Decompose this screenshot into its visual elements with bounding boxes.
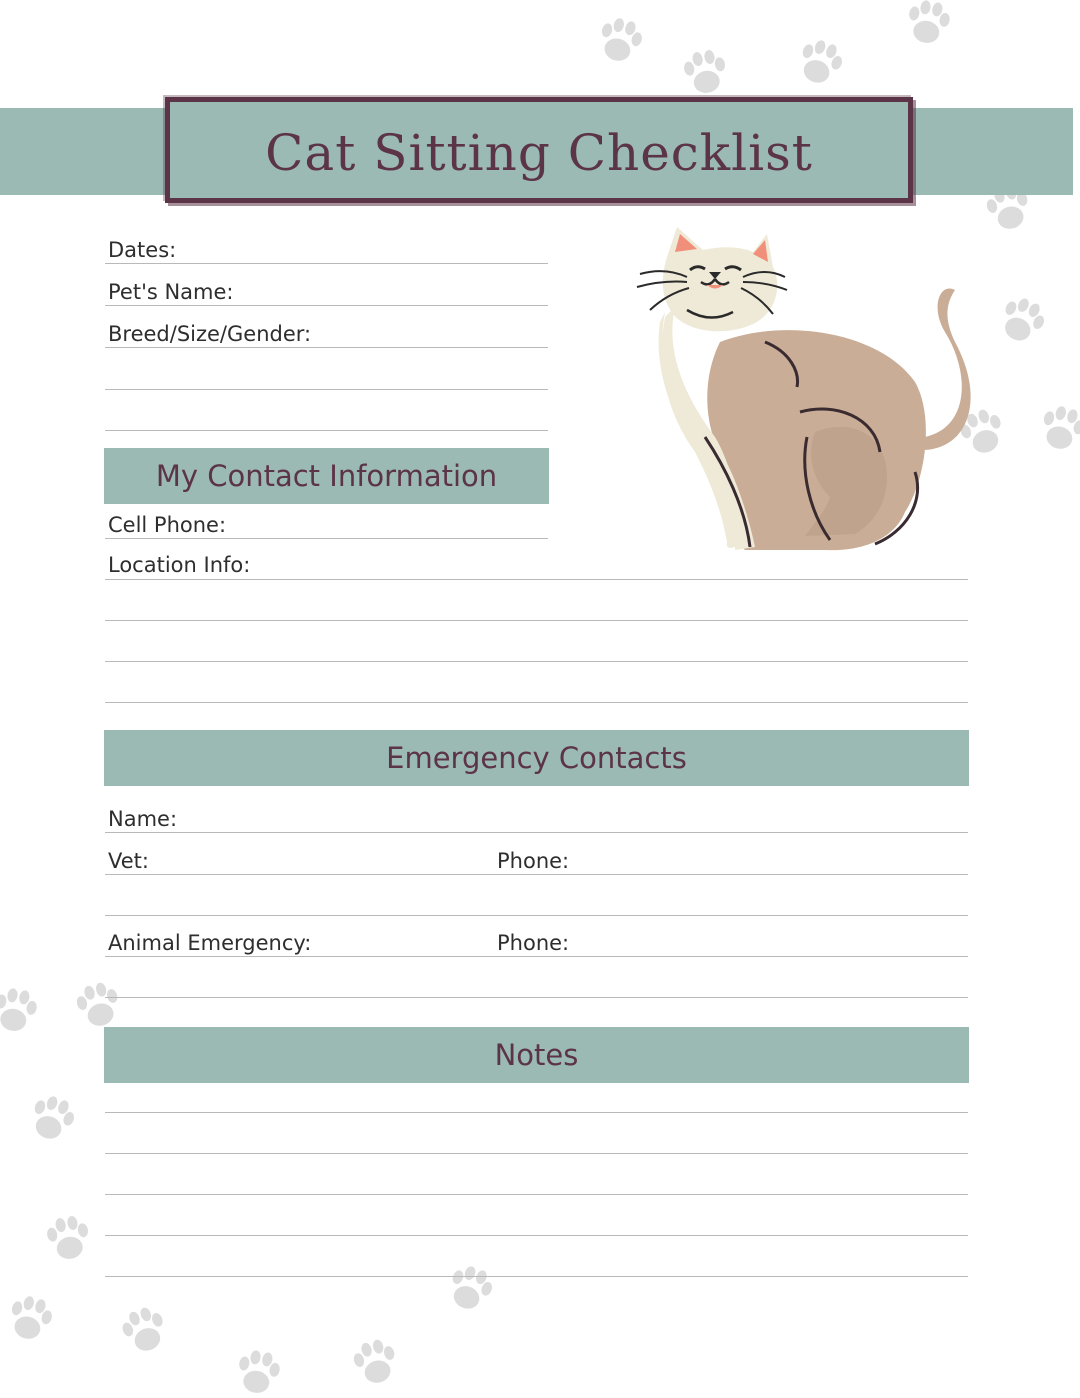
cat-illustration: [625, 222, 985, 562]
breed-label: Breed/Size/Gender:: [108, 322, 312, 346]
vet-label: Vet:: [108, 849, 149, 873]
notes-line-5[interactable]: [105, 1276, 968, 1277]
breed-line-extra-1[interactable]: [105, 389, 548, 390]
notes-line-3[interactable]: [105, 1194, 968, 1195]
dates-label: Dates:: [108, 238, 177, 262]
page-title: Cat Sitting Checklist: [265, 124, 813, 182]
vet-phone-label: Phone:: [497, 849, 570, 873]
title-frame: [165, 97, 913, 203]
location-line-extra-3[interactable]: [105, 702, 968, 703]
cell-phone-line[interactable]: [105, 538, 548, 539]
vet-line-extra[interactable]: [105, 915, 968, 916]
location-line[interactable]: [105, 579, 968, 580]
breed-line-extra-2[interactable]: [105, 430, 548, 431]
breed-line[interactable]: [105, 347, 548, 348]
notes-heading: Notes: [104, 1027, 969, 1083]
notes-line-4[interactable]: [105, 1235, 968, 1236]
contact-heading: My Contact Information: [104, 448, 549, 504]
pets-name-line[interactable]: [105, 305, 548, 306]
location-line-extra-2[interactable]: [105, 661, 968, 662]
notes-line-2[interactable]: [105, 1153, 968, 1154]
cell-phone-label: Cell Phone:: [108, 513, 227, 537]
emergency-name-line[interactable]: [105, 832, 968, 833]
animal-phone-label: Phone:: [497, 931, 570, 955]
notes-line-1[interactable]: [105, 1112, 968, 1113]
animal-emergency-line[interactable]: [105, 956, 968, 957]
vet-line[interactable]: [105, 874, 968, 875]
emergency-heading: Emergency Contacts: [104, 730, 969, 786]
location-label: Location Info:: [108, 553, 251, 577]
emergency-name-label: Name:: [108, 807, 178, 831]
animal-emergency-label: Animal Emergency:: [108, 931, 312, 955]
animal-emergency-line-extra[interactable]: [105, 997, 968, 998]
pets-name-label: Pet's Name:: [108, 280, 234, 304]
dates-line[interactable]: [105, 263, 548, 264]
location-line-extra-1[interactable]: [105, 620, 968, 621]
